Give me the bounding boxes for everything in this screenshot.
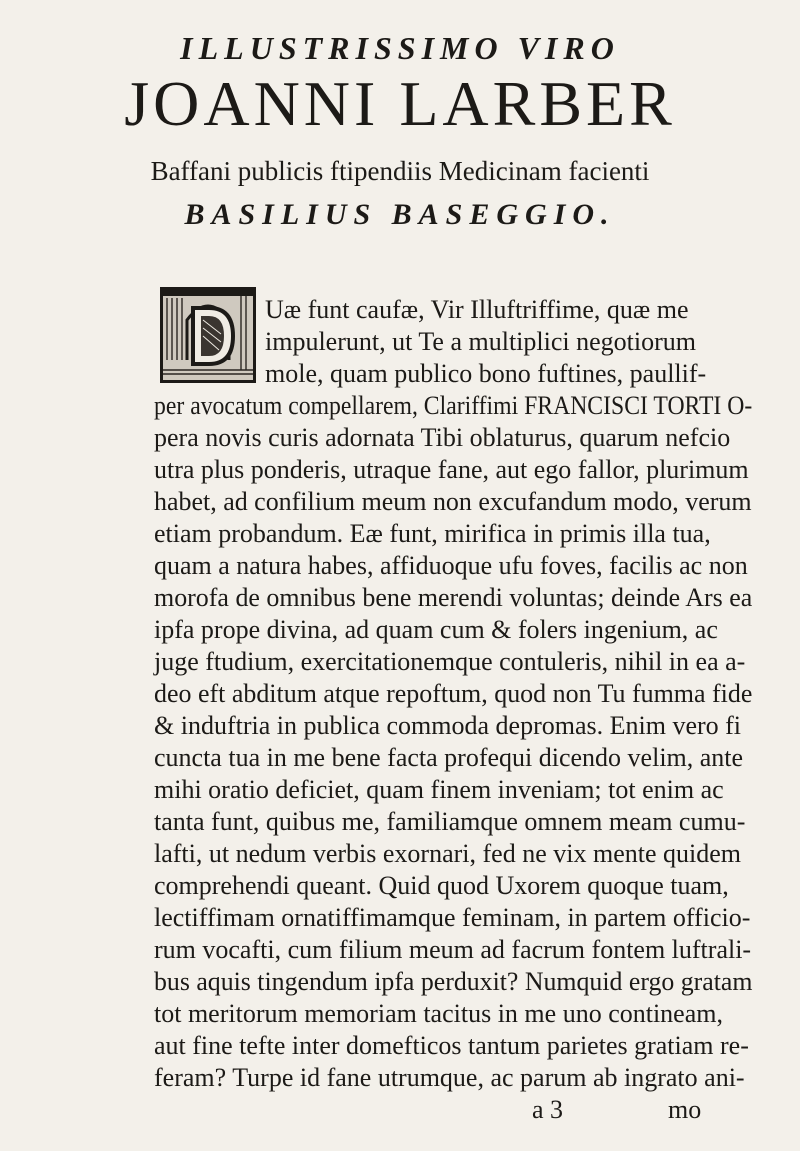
body-line: utra plus ponderis, utraque fane, aut ego fallor, plurimum [154,455,749,484]
body-line: Uæ funt caufæ, Vir Illuftriffime, quæ me [265,295,689,324]
body-line: impulerunt, ut Te a multiplici negotiorum [265,327,696,356]
body-line: tanta funt, quibus me, familiamque omnem meam cumu- [154,807,746,836]
body-line: & induftria in publica commoda depromas. Enim vero fi [154,711,742,740]
body-line: pera novis curis adornata Tibi oblaturus, quarum nefcio [154,423,731,452]
body-line: per avocatum compellarem, Clariffimi FRANCISCI TORTI O- [154,391,753,420]
author-name: BASILIUS BASEGGIO. [184,198,616,231]
body-line: tot meritorum memoriam tacitus in me uno contineam, [154,999,723,1028]
body-line: ipfa prope divina, ad quam cum & folers ingenium, ac [154,615,718,644]
body-line: lafti, ut nedum verbis exornari, fed ne vix mente quidem [154,839,741,868]
body-line: mihi oratio deficiet, quam finem inveniam; tot enim ac [154,775,724,804]
body-line: rum vocafti, cum filium meum ad facrum fontem luftrali- [154,935,752,964]
body-line: mole, quam publico bono fuftines, paullif- [265,359,707,388]
body-line: etiam probandum. Eæ funt, mirifica in primis illa tua, [154,519,711,548]
recipient-name: JOANNI LARBER [124,68,676,139]
body-line: quam a natura habes, affiduoque ufu foves, facilis ac non [154,551,748,580]
body-line: lectiffimam ornatiffimamque feminam, in partem officio- [154,903,751,932]
dedication-heading: ILLUSTRISSIMO VIRO [180,30,620,66]
body-line: comprehendi queant. Quid quod Uxorem quoque tuam, [154,871,729,900]
body-line: aut fine tefte inter domefticos tantum parietes gratiam re- [154,1031,749,1060]
body-line: habet, ad confilium meum non excufandum modo, verum [154,487,752,516]
body-line: juge ftudium, exercitationemque contuleris, nihil in ea a- [154,647,746,676]
body-line: morofa de omnibus bene merendi voluntas; deinde Ars ea [154,583,753,612]
recipient-description: Baffani publicis ftipendiis Medicinam facienti [150,156,650,186]
catchword: mo [668,1095,702,1124]
body-line: cuncta tua in me bene facta profequi dicendo velim, ante [154,743,744,772]
body-line: feram? Turpe id fane utrumque, ac parum ab ingrato ani- [154,1063,745,1092]
signature-mark: a 3 [532,1095,564,1124]
body-line: bus aquis tingendum ipfa perduxit? Numquid ergo gratam [154,967,753,996]
body-line: deo eft abditum atque repoftum, quod non Tu fumma fide [154,679,753,708]
